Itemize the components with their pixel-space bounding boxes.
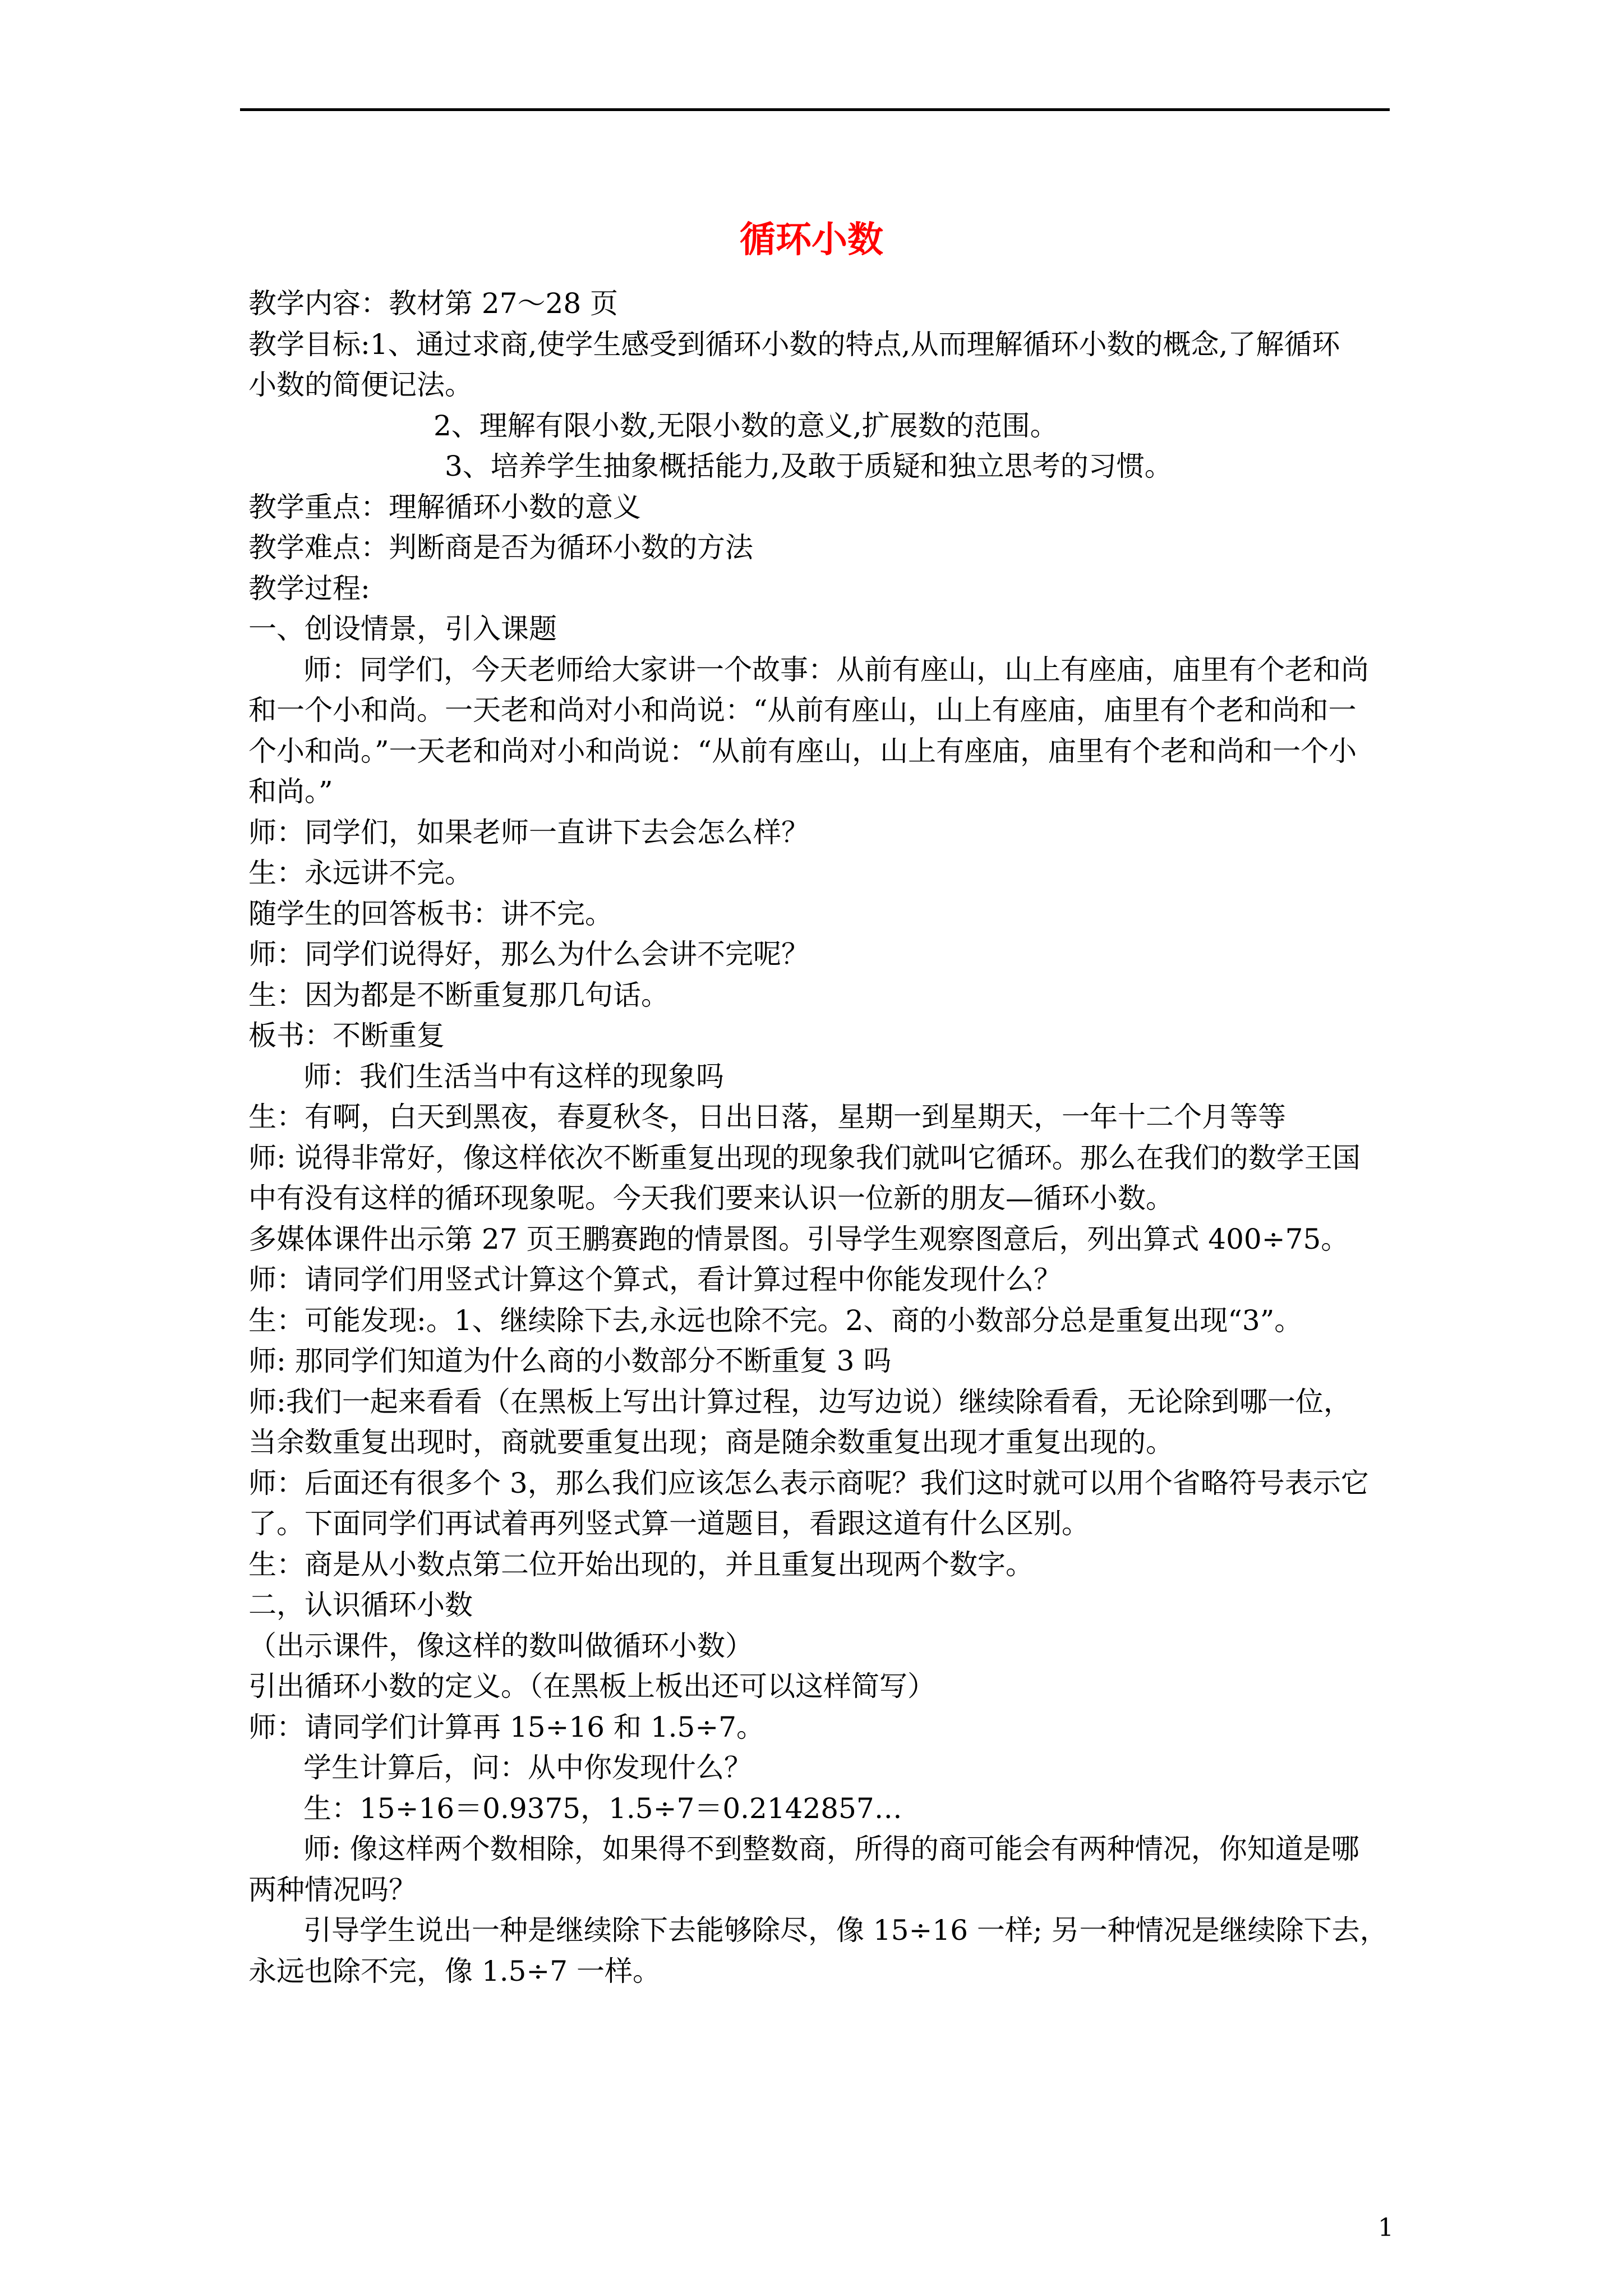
text-line: 教学内容：教材第 27～28 页 <box>248 287 619 320</box>
text-line: 师：同学们，今天老师给大家讲一个故事：从前有座山，山上有座庙，庙里有个老和尚 <box>303 653 1369 686</box>
text-line: 师:我们一起来看看（在黑板上写出计算过程，边写边说）继续除看看，无论除到哪一位， <box>248 1385 1352 1418</box>
text-line: 师：同学们，如果老师一直讲下去会怎么样？ <box>248 816 809 849</box>
header-rule <box>240 108 1390 111</box>
text-line: 教学目标:1、通过求商,使学生感受到循环小数的特点,从而理解循环小数的概念,了解循环 <box>248 328 1340 361</box>
text-line: 2、理解有限小数,无限小数的意义,扩展数的范围。 <box>434 409 1058 442</box>
text-line: 了。下面同学们再试着再列竖式算一道题目，看跟这道有什么区别。 <box>248 1507 1090 1540</box>
text-line: 教学难点：判断商是否为循环小数的方法 <box>248 531 753 564</box>
text-line: 师：请同学们用竖式计算这个算式，看计算过程中你能发现什么？ <box>248 1263 1062 1296</box>
text-line: 生：商是从小数点第二位开始出现的，并且重复出现两个数字。 <box>248 1548 1034 1581</box>
text-line: 生：有啊，白天到黑夜，春夏秋冬，日出日落，星期一到星期天，一年十二个月等等 <box>248 1101 1286 1133</box>
text-line: 师：我们生活当中有这样的现象吗 <box>303 1060 724 1093</box>
text-line: 3、培养学生抽象概括能力,及敢于质疑和独立思考的习惯。 <box>445 450 1173 482</box>
text-line: 永远也除不完，像 1.5÷7 一样。 <box>248 1954 661 1987</box>
text-line: 一、创设情景，引入课题 <box>248 613 557 645</box>
text-line: 随学生的回答板书：讲不完。 <box>248 897 613 930</box>
text-line: 师：请同学们计算再 15÷16 和 1.5÷7。 <box>248 1710 765 1743</box>
text-line: 板书：不断重复 <box>248 1019 445 1052</box>
text-line: 和尚。” <box>248 775 333 808</box>
text-line: 学生计算后，问：从中你发现什么？ <box>303 1751 752 1784</box>
text-line: 小数的简便记法。 <box>248 369 473 401</box>
text-line: 教学重点：理解循环小数的意义 <box>248 490 641 523</box>
text-line: 师：后面还有很多个 3，那么我们应该怎么表示商呢？我们这时就可以用个省略符号表示它 <box>248 1466 1369 1499</box>
text-line: 个小和尚。”一天老和尚对小和尚说：“从前有座山，山上有座庙，庙里有个老和尚和一个小 <box>248 734 1357 767</box>
text-line: 多媒体课件出示第 27 页王鹏赛跑的情景图。引导学生观察图意后，列出算式 400÷75。 <box>248 1222 1349 1255</box>
text-line: 教学过程: <box>248 572 370 605</box>
text-line: 和一个小和尚。一天老和尚对小和尚说：“从前有座山，山上有座庙，庙里有个老和尚和一 <box>248 694 1357 726</box>
text-line: 师: 那同学们知道为什么商的小数部分不断重复 3 吗 <box>248 1345 892 1377</box>
text-line: 生：可能发现:。1、继续除下去,永远也除不完。2、商的小数部分总是重复出现“3”。 <box>248 1304 1303 1337</box>
text-line: （出示课件，像这样的数叫做循环小数） <box>248 1629 753 1662</box>
document-body <box>248 283 1393 1991</box>
text-line: 两种情况吗？ <box>248 1873 417 1906</box>
text-line: 师：同学们说得好，那么为什么会讲不完呢？ <box>248 938 809 970</box>
text-line: 引出循环小数的定义。（在黑板上板出还可以这样简写） <box>248 1670 935 1703</box>
text-line: 生：永远讲不完。 <box>248 857 473 889</box>
page-number: 1 <box>1378 2214 1394 2242</box>
text-line: 中有没有这样的循环现象呢。今天我们要来认识一位新的朋友—循环小数。 <box>248 1182 1174 1214</box>
text-line: 师: 说得非常好，像这样依次不断重复出现的现象我们就叫它循环。那么在我们的数学王国 <box>248 1141 1361 1174</box>
text-line: 生：因为都是不断重复那几句话。 <box>248 978 669 1011</box>
text-line: 引导学生说出一种是继续除下去能够除尽，像 15÷16 一样; 另一种情况是继续除下去， <box>303 1914 1388 1947</box>
text-line: 二，认识循环小数 <box>248 1589 473 1621</box>
text-line: 当余数重复出现时，商就要重复出现；商是随余数重复出现才重复出现的。 <box>248 1426 1174 1458</box>
text-line: 师: 像这样两个数相除，如果得不到整数商，所得的商可能会有两种情况，你知道是哪 <box>303 1833 1359 1865</box>
page-title: 循环小数 <box>740 219 883 261</box>
text-line: 生：15÷16＝0.9375，1.5÷7＝0.2142857… <box>303 1792 902 1825</box>
